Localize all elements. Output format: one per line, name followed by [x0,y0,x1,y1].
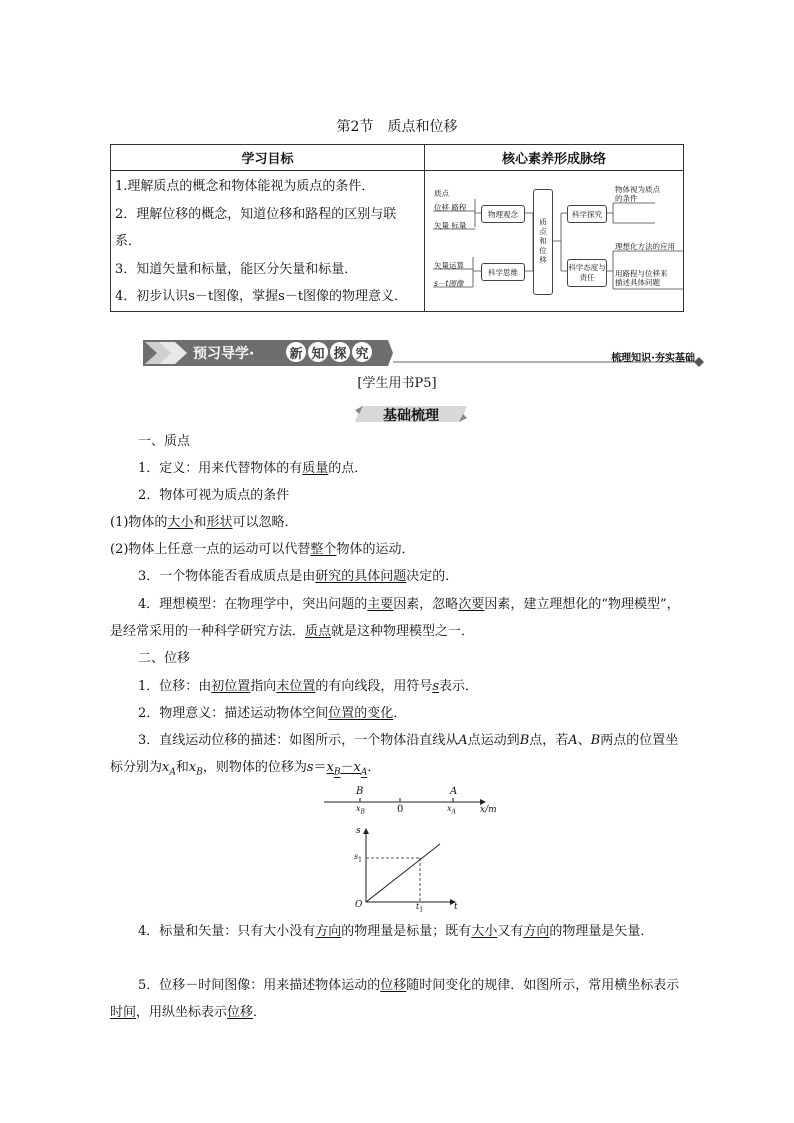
mindmap [425,171,683,311]
axis-label-t: t [454,902,458,912]
section-banner [143,338,709,368]
mindmap-box-thinking: 科学思维 [481,263,525,281]
goal-item: 4．初步认识s－t图像，掌握s－t图像的物理意义． [115,289,408,304]
paragraph: 2．物理意义：描述运动物体空间位置的变化． [138,706,407,721]
goal-item: 1.理解质点的概念和物体能视为质点的条件． [115,179,375,194]
banner-char: 探 [330,342,350,362]
paragraph: 3．直线运动位移的描述：如图所示，一个物体沿直线从A点运动到B点，若A、B两点的位置坐标分别为$x_A$和$x_B$，则物体的位移为$s=x_B-x_A$． [110,733,679,778]
mindmap-node: 位移 路程 [434,203,467,212]
banner-char: 新 [286,342,306,362]
axis-unit: x/m [480,805,497,815]
paragraph: 1．定义：用来代替物体的有质量的点． [138,461,368,476]
label-t1: $t_1$ [416,902,424,914]
col-header-goals: 学习目标 [111,145,425,171]
mindmap-node: 用路程与位移来描述具体问题 [615,269,668,287]
banner-char: 知 [308,342,328,362]
goals-cell [111,171,425,312]
label-xB: $x_B$ [356,804,365,816]
subsection-badge [355,404,467,424]
mindmap-box-attitude: 科学态度与责任 [567,259,607,287]
mindmap-box-physics: 物理观念 [481,205,525,223]
label-origin: 0 [397,804,404,815]
banner-label: 预习导学· [193,346,255,362]
label-s1: $s_1$ [354,852,362,864]
page-title: 第2节 质点和位移 [336,119,458,135]
paragraph: 4．理想模型：在物理学中，突出问题的主要因素，忽略次要因素，建立理想化的“物理模型”，是经常采用的一种科学研究方法．质点就是这种物理模型之一． [110,597,680,639]
paragraph: (1)物体的大小和形状可以忽略． [110,515,298,530]
st-graph [354,826,464,912]
mindmap-box-explore: 科学探究 [567,205,607,223]
mindmap-node: 矢量 标量 [434,221,467,230]
mindmap-cell [425,171,684,312]
book-reference: [学生用书P5] [357,376,437,391]
badge-label: 基础梳理 [383,408,439,424]
objectives-table [110,144,684,312]
paragraph: 1．位移：由初位置指向末位置的有向线段，用符号s表示． [138,679,479,694]
heading-displacement: 二、位移 [138,651,191,666]
label-A: A [450,786,458,797]
banner-subtitle: 梳理知识·夯实基础 [611,353,695,364]
label-xA: $x_A$ [447,804,456,816]
number-line [320,786,500,816]
goal-item: 3．知道矢量和标量，能区分矢量和标量． [115,261,358,277]
paragraph: 2．物体可视为质点的条件 [138,488,290,503]
paragraph: (2)物体上任意一点的运动可以代替整个物体的运动． [110,542,415,557]
st-graph-figure [354,826,464,912]
mindmap-node: s－t图像 [434,279,464,288]
axis-label-s: s [356,826,361,836]
col-header-literacy: 核心素养形成脉络 [425,145,684,171]
mindmap-node: 矢量运算 [434,261,464,270]
paragraph: 5．位移－时间图像：用来描述物体运动的位移随时间变化的规律．如图所示，常用横坐标表示时间，用纵坐标表示位移． [110,978,680,1020]
paragraph: 4．标量和矢量：只有大小没有方向的物理量是标量；既有大小又有方向的物理量是矢量． [138,924,654,939]
heading-particle: 一、质点 [138,434,191,449]
number-line-figure [320,786,500,816]
label-B: B [356,786,364,797]
mindmap-node: 理想化方法的应用 [615,242,675,251]
paragraph: 3．一个物体能否看成质点是由研究的具体问题决定的． [138,569,459,584]
mindmap-node: 质点 [434,189,449,198]
origin-label: O [355,900,363,910]
banner-char: 究 [352,342,372,362]
mindmap-center: 质点和位移 [533,189,553,295]
mindmap-node: 物体视为质点的条件 [615,185,660,203]
goal-item: 2．理解位移的概念，知道位移和路程的区别与联 [115,206,397,222]
goal-item: 系． [115,234,142,249]
